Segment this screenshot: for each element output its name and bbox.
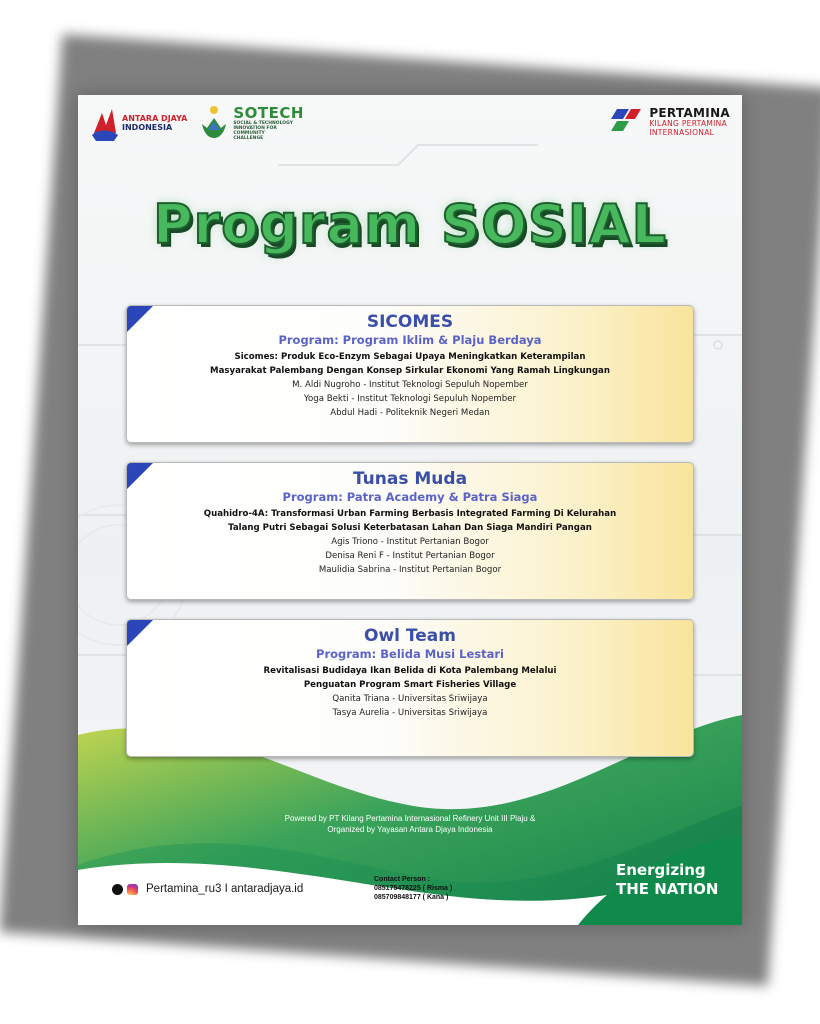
contact-label: Contact Person :	[374, 876, 431, 883]
partner-logos	[90, 103, 304, 143]
card-corner-accent	[127, 620, 153, 646]
card-program: Program: Belida Musi Lestari	[316, 647, 504, 661]
card-member: Abdul Hadi - Politeknik Negeri Medan	[330, 408, 490, 418]
card-description-line: Sicomes: Produk Eco-Enzym Sebagai Upaya Meningkatkan Keterampilan	[234, 352, 586, 362]
card-member: M. Aldi Nugroho - Institut Teknologi Sepuluh Nopember	[292, 380, 528, 390]
antara-djaya-logo	[90, 103, 187, 143]
tiktok-icon	[112, 884, 123, 895]
contact-person	[374, 875, 452, 902]
card-description-line: Quahidro-4A: Transformasi Urban Farming Berbasis Integrated Farming Di Kelurahan	[203, 509, 617, 519]
card-member: Agis Triono - Institut Pertanian Bogor	[331, 537, 489, 547]
card-corner-accent	[127, 463, 153, 489]
card-program: Program: Patra Academy & Patra Siaga	[282, 490, 538, 504]
card-member: Tasya Aurelia - Universitas Sriwijaya	[332, 708, 488, 718]
pertamina-arrow-icon	[607, 107, 643, 133]
antara-logo-line1: ANTARA DJAYA	[122, 114, 188, 123]
social-handles	[112, 883, 303, 895]
pertamina-sub-line1: KILANG PERTAMINA	[649, 119, 728, 128]
pertamina-sub-line2: INTERNASIONAL	[649, 127, 715, 137]
card-description-line: Talang Putri Sebagai Solusi Keterbatasan Lahan Dan Siaga Mandiri Pangan	[228, 523, 592, 533]
contact-2: 085709848177 ( Kana )	[374, 894, 449, 901]
powered-by-text	[78, 813, 742, 835]
card-member: Yoga Bekti - Institut Teknologi Sepuluh Nopember	[303, 394, 517, 404]
card-member: Denisa Reni F - Institut Pertanian Bogor	[325, 551, 495, 561]
program-card-tunas-muda	[126, 462, 694, 600]
card-member: Qanita Triana - Universitas Sriwijaya	[332, 694, 488, 704]
program-card-owl-team	[126, 619, 694, 757]
page-title: Program SOSIAL	[152, 193, 668, 256]
program-card-sicomes	[126, 305, 694, 443]
sotech-hands-icon	[199, 104, 229, 142]
social-text: Pertamina_ru3 I antaradjaya.id	[146, 883, 304, 895]
card-description-line: Penguatan Program Smart Fisheries Village	[303, 680, 517, 690]
sotech-subtitle: SOCIAL & TECHNOLOGY INNOVATION FOR COMMUNITY CHALLENGE	[233, 120, 293, 141]
powered-line2: Organized by Yayasan Antara Djaya Indonesia	[327, 825, 493, 834]
antara-hand-icon	[90, 103, 120, 143]
tagline-line2: THE NATION	[616, 880, 719, 898]
tagline-line1: Energizing	[616, 861, 706, 879]
pertamina-logo	[607, 107, 730, 137]
pertamina-name: PERTAMINA	[649, 106, 730, 120]
card-description-line: Revitalisasi Budidaya Ikan Belida di Kota Palembang Melalui	[263, 666, 557, 676]
card-team-name: SICOMES	[366, 312, 454, 332]
card-program: Program: Program Iklim & Plaju Berdaya	[278, 333, 542, 347]
card-description-line: Masyarakat Palembang Dengan Konsep Sirkular Ekonomi Yang Ramah Lingkungan	[210, 366, 610, 376]
tagline	[616, 861, 718, 899]
sotech-logo	[199, 104, 304, 142]
powered-line1: Powered by PT Kilang Pertamina Internasional Refinery Unit III Plaju &	[284, 814, 536, 823]
card-team-name: Owl Team	[364, 626, 456, 646]
card-member: Maulidia Sabrina - Institut Pertanian Bogor	[318, 565, 502, 575]
card-corner-accent	[127, 306, 153, 332]
card-team-name: Tunas Muda	[352, 469, 468, 489]
antara-logo-line2: INDONESIA	[122, 123, 173, 132]
poster	[78, 95, 742, 925]
instagram-icon	[127, 884, 138, 895]
contact-1: 085175478225 ( Risma )	[374, 885, 453, 892]
sotech-title: SOTECH	[233, 103, 304, 122]
